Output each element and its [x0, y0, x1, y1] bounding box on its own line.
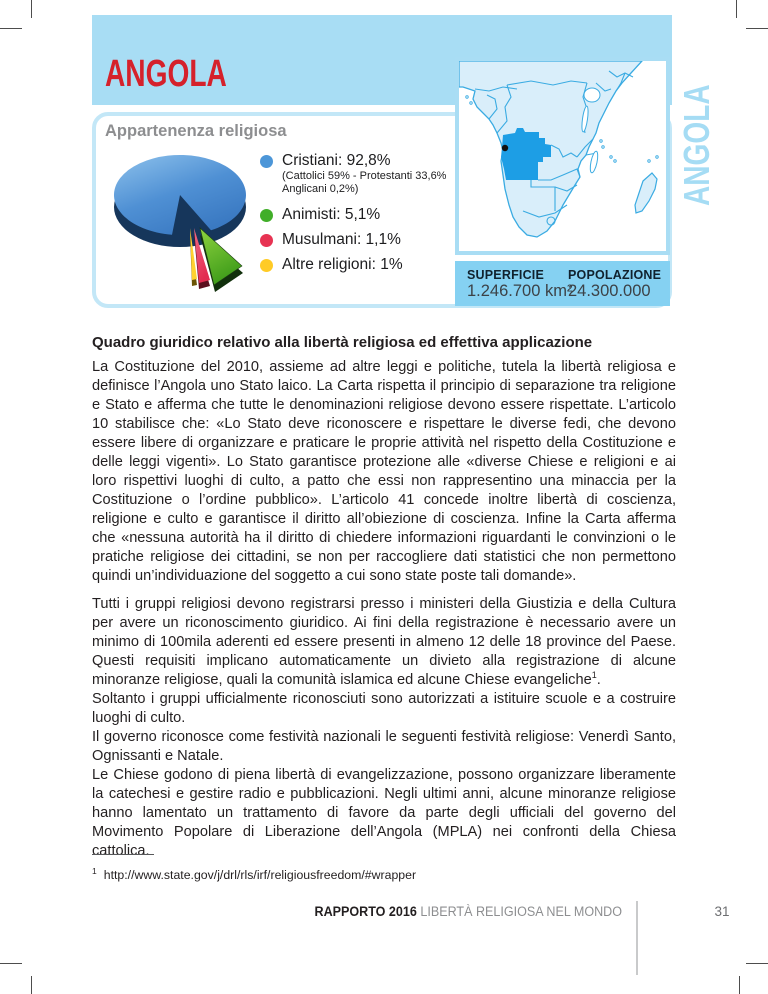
page-number: 31 [714, 904, 730, 919]
body-text [92, 358, 676, 861]
legend-bullet-animisti-icon [260, 209, 273, 222]
crop-mark-bottom-left-v [31, 976, 32, 994]
section-heading: Quadro giuridico relativo alla libertà religiosa ed effettiva applicazione [92, 334, 593, 351]
crop-mark-top-left-h [0, 28, 22, 29]
legend-label: Altre religioni: 1% [282, 256, 403, 273]
footnote-url: http://www.state.gov/j/drl/rls/irf/religiousfreedom/#wrapper [103, 868, 417, 883]
legend-bullet-musulmani-icon [260, 234, 273, 247]
legend-item-altre-religioni [260, 256, 403, 274]
paragraph-text: Tutti i gruppi religiosi devono registrarsi presso i ministeri della Giustizia e della Cultura per avere un riconoscimento giuridico. Ai fini della registrazione è necessario avere un minimo di 100mila aderenti ed essere presenti in almeno 12 delle 18 province del Paese. Questi requisiti implicano automaticamente un divieto alla registrazione di alcune minoranze religiose, quali la comunità islamica ed alcune Chiese evangeliche [92, 596, 676, 688]
population-value: 24.300.000 [568, 282, 651, 300]
legend-bullet-altre-icon [260, 259, 273, 272]
page-title: ANGOLA [105, 53, 227, 95]
africa-map [455, 57, 670, 255]
legend-item-cristiani [260, 152, 391, 170]
footnote-reference: 1 [591, 670, 597, 681]
paragraph-text: . [596, 672, 601, 688]
footer-series-title: LIBERTÀ RELIGIOSA NEL MONDO [420, 904, 622, 919]
side-vertical-label: ANGOLA [676, 84, 717, 206]
capital-city-dot [502, 145, 508, 151]
legend-item-animisti [260, 206, 380, 224]
lake-victoria [584, 88, 600, 102]
footer [129, 904, 622, 919]
area-label: SUPERFICIE [467, 268, 545, 282]
crop-mark-bottom-right-v [739, 976, 740, 994]
africa-map-svg [459, 61, 666, 251]
paragraph: Soltanto i gruppi ufficialmente riconosciuti sono autorizzati a istituire scuole e a costruire luoghi di culto. [92, 691, 676, 726]
pie-chart-svg [100, 150, 285, 305]
legend-label: Musulmani: 1,1% [282, 231, 401, 248]
footer-divider [636, 901, 638, 975]
population-label: POPOLAZIONE [568, 268, 662, 282]
crop-mark-top-left-v [31, 0, 32, 18]
paragraph: La Costituzione del 2010, assieme ad altre leggi e politiche, tutela la libertà religiosa e definisce l’Angola uno Stato laico. La Carta rispetta il principio di separazione tra religione e Stato e afferma che tutte le denominazioni religiose devono essere rispettate. L’articolo 10 stabilisce che: «Lo Stato deve riconoscere e rispettare le diverse fedi, che devono essere libere di organizzare e praticare le proprie attività nel rispetto della Costituzione e delle leggi vigenti». Lo Stato garantisce protezione alle «diverse Chiese e religioni e ai loro rispettivi luoghi di culto, a patto che essi non rappresentino una minaccia per la Costituzione o l’ordine pubblico». L’articolo 41 concede inoltre libertà di coscienza, religione e culto e garantisce il diritto all’obiezione di coscienza. Infine la Carta afferma che «nessuna autorità ha il diritto di chiedere informazioni riguardanti le convinzioni o le pratiche religiose dei cittadini, se non per raccogliere dati statistici che non permettono quindi un’individuazione del soggetto a cui sono state poste tali domande». [92, 359, 676, 584]
legend-item-musulmani [260, 231, 401, 249]
crop-mark-top-right-h [746, 28, 768, 29]
legend-label: Cristiani: 92,8% [282, 152, 391, 169]
madagascar-island [635, 173, 657, 213]
area-value: 1.246.700 km² [467, 282, 573, 300]
stats-box [455, 261, 670, 306]
footer-report-title: RAPPORTO 2016 [314, 904, 417, 919]
crop-mark-bottom-right-h [746, 963, 768, 964]
panel-title: Appartenenza religiosa [105, 122, 287, 140]
crop-mark-top-right-v [736, 0, 737, 18]
paragraph: Il governo riconosce come festività nazionali le seguenti festività religiose: Venerdì Santo, Ognissanti e Natale. [92, 729, 676, 764]
paragraph [92, 595, 676, 690]
legend-bullet-cristiani-icon [260, 155, 273, 168]
footnote-marker: 1 [92, 866, 97, 876]
footnote-rule [92, 854, 154, 855]
legend-note-cristiani: (Cattolici 59% - Protestanti 33,6% Anglicani 0,2%) [282, 170, 447, 195]
pie-chart [100, 150, 285, 305]
crop-mark-bottom-left-h [0, 963, 22, 964]
legend-label: Animisti: 5,1% [282, 206, 381, 223]
footnote [92, 866, 416, 882]
paragraph: Le Chiese godono di piena libertà di evangelizzazione, possono organizzare liberamente la catechesi e gestire radio e pubblicazioni. Negli ultimi anni, alcune minoranze religiose hanno lamentato un trattamento di favore da parte degli ufficiali del governo del Movimento Popolare di Liberazione dell’Angola (MPLA) nei confronti della Chiesa cattolica. [92, 767, 676, 859]
